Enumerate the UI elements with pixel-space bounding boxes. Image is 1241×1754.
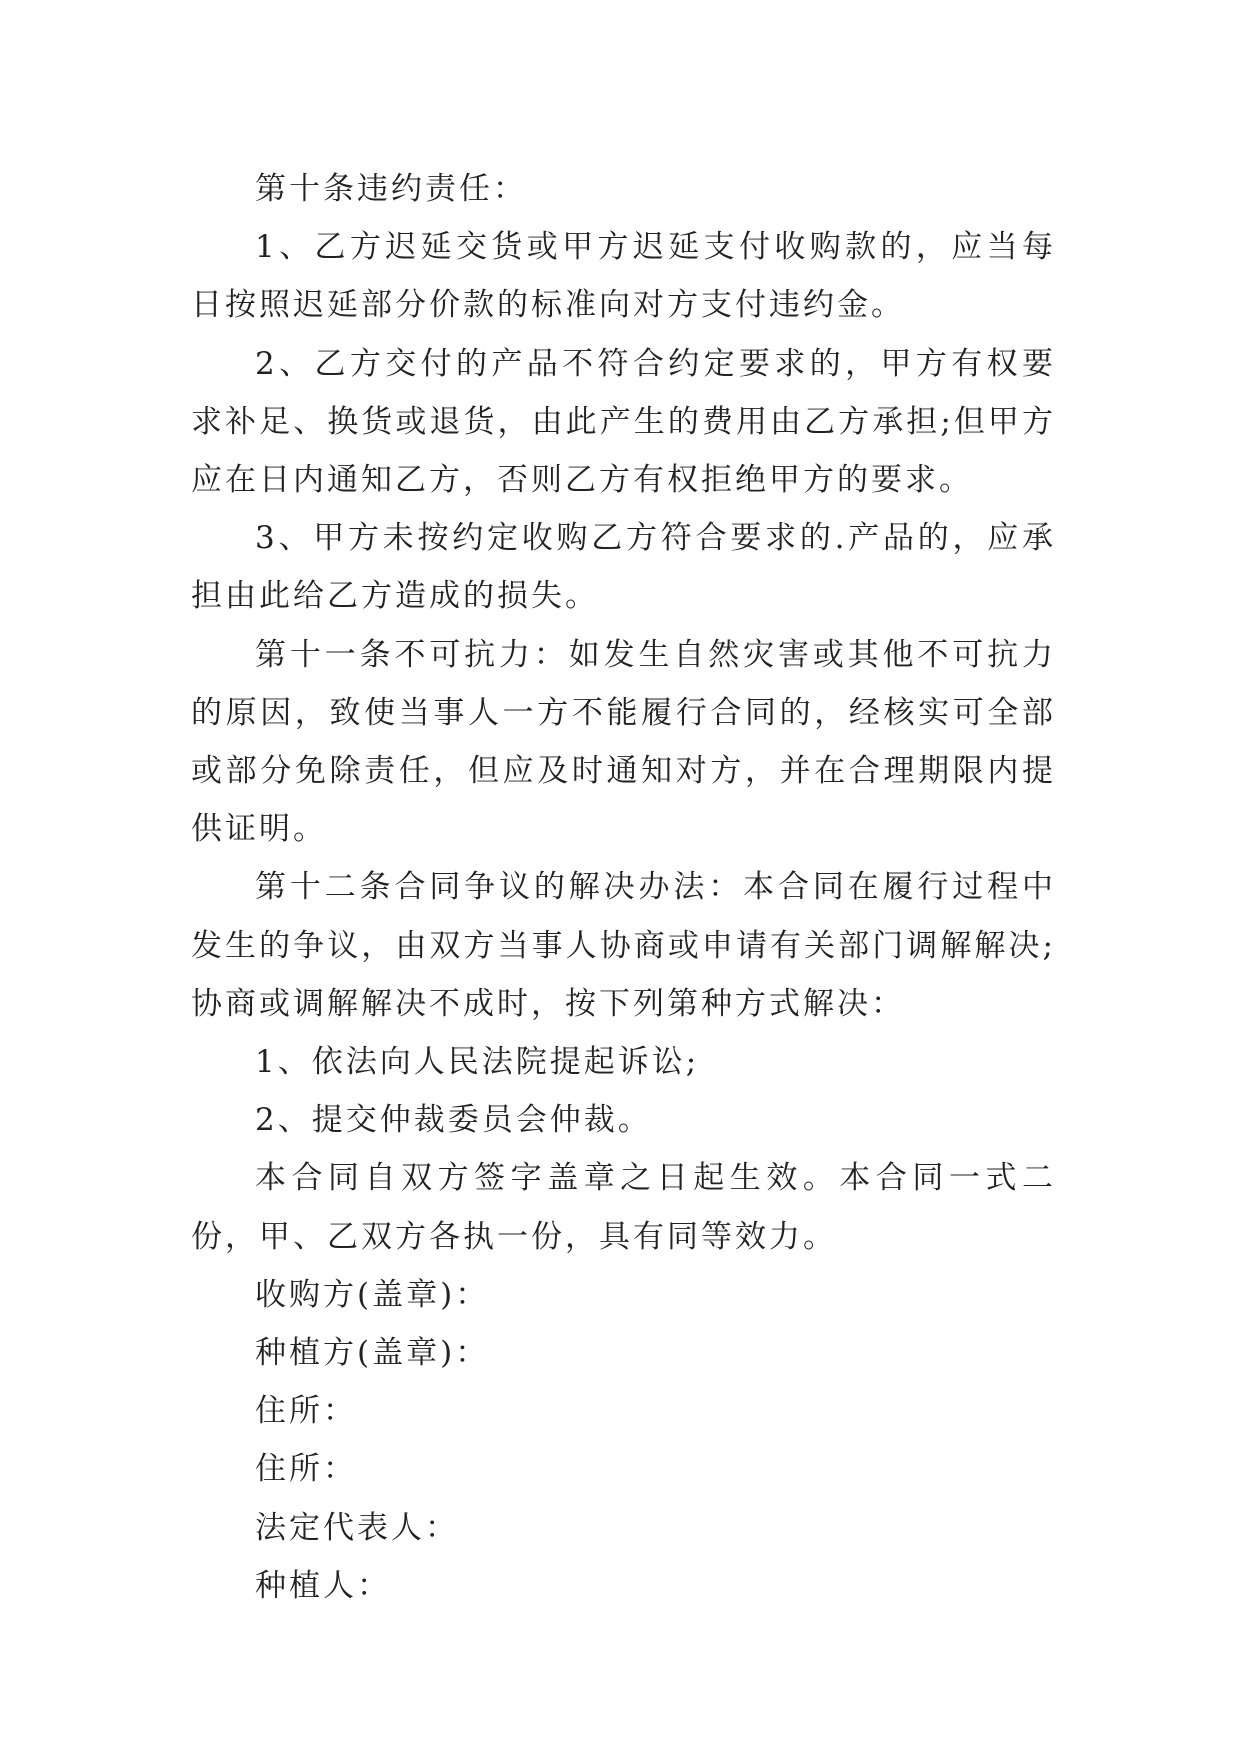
planter-address-line: 住所： xyxy=(255,1451,357,1488)
purchaser-address-line: 住所： xyxy=(255,1393,357,1430)
article-10-clause-2: 2、乙方交付的产品不符合约定要求的，甲方有权要求补足、换货或退货，由此产生的费用由乙方承担;但甲方应在日内通知乙方，否则乙方有权拒绝甲方的要求。 xyxy=(191,345,1056,499)
article-10-heading: 第十条违约责任： xyxy=(255,171,527,207)
planter-person-line: 种植人： xyxy=(255,1567,391,1604)
article-11-force-majeure: 第十一条不可抗力：如发生自然灾害或其他不可抗力的原因，致使当事人一方不能履行合同的，经核实可全部或部分免除责任，但应及时通知对方，并在合理期限内提供证明。 xyxy=(191,636,1056,848)
purchaser-seal-line: 收购方(盖章)： xyxy=(255,1276,490,1313)
article-10-clause-1: 1、乙方迟延交货或甲方迟延支付收购款的，应当每日按照迟延部分价款的标准向对方支付违约金。 xyxy=(191,229,1056,324)
article-10-clause-3: 3、甲方未按约定收购乙方符合要求的.产品的，应承担由此给乙方造成的损失。 xyxy=(191,520,1056,615)
legal-representative-line: 法定代表人： xyxy=(255,1509,459,1546)
planter-seal-line: 种植方(盖章)： xyxy=(255,1335,490,1372)
article-12-dispute-resolution: 第十二条合同争议的解决办法：本合同在履行过程中发生的争议，由双方当事人协商或申请有关部门调解解决;协商或调解解决不成时，按下列第种方式解决： xyxy=(191,869,1056,1022)
effectiveness-clause: 本合同自双方签字盖章之日起生效。本合同一式二份，甲、乙双方各执一份，具有同等效力。 xyxy=(191,1160,1056,1255)
document-body xyxy=(191,160,1056,1615)
dispute-option-1: 1、依法向人民法院提起诉讼; xyxy=(255,1044,700,1081)
dispute-option-2: 2、提交仲裁委员会仲裁。 xyxy=(255,1102,652,1139)
